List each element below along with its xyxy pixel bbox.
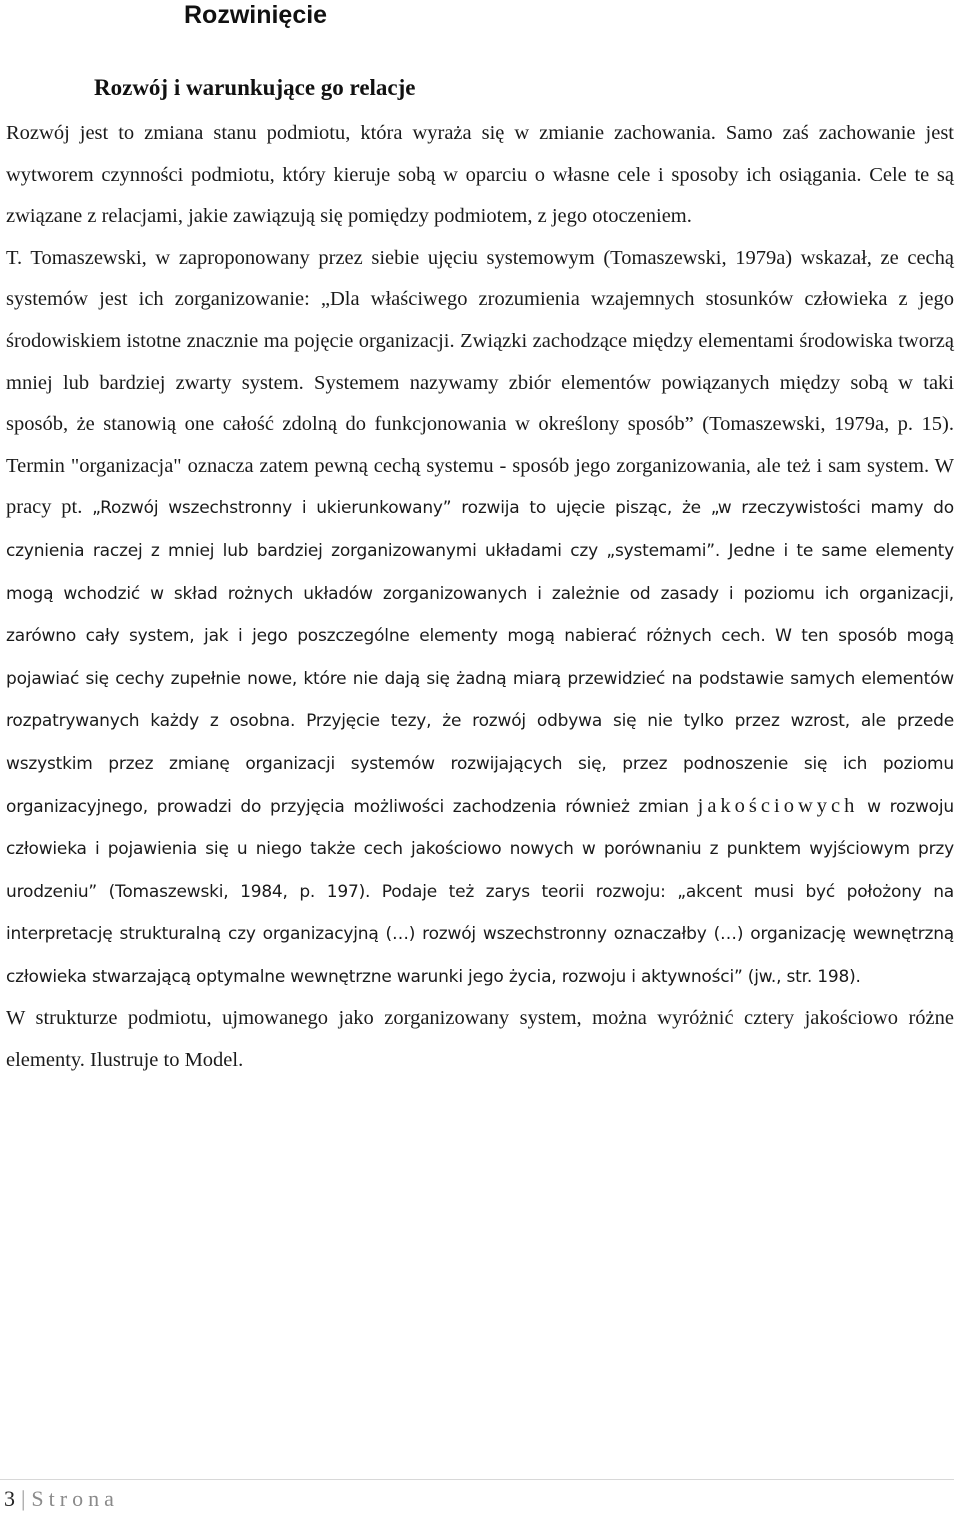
footer-divider — [0, 1479, 954, 1480]
paragraph-2 — [6, 238, 954, 999]
paragraph-1: Rozwój jest to zmiana stanu podmiotu, która wyraża się w zmianie zachowania. Samo zaś zachowanie jest wytworem czynności podmiotu, który kieruje sobą w oparciu o własne cele i sposoby ich osiągania. Cele te są związane z relacjami, jakie zawiązują się pomiędzy podmiotem, z jego otoczeniem. — [6, 122, 954, 228]
paragraph-2-part-2: „Rozwój wszechstronny i ukierunkowany” rozwija to ujęcie pisząc, że „w rzeczywistości mamy do czynienia raczej z mniej lub bardziej zorganizowanymi układami czy „systemami”. Jedne i te same elementy mogą wchodzić w skład rożnych układów zorganizowanych i zależnie od zasady i poziomu ich organizacji, zarówno cały system, jak i jego poszczególne elementy mogą nabierać różnych cech. W ten sposób mogą pojawiać się cechy zupełnie nowe, które nie dają się żadną miarą przewidzieć na podstawie samych elementów rozpatrywanych każdy z osobna. Przyjęcie tezy, że rozwój odbywa się nie tylko przez wzrost, ale przede wszystkim przez zmianę organizacji systemów rozwijających się, przez podnoszenie się ich poziomu organizacyjnego, prowadzi do przyjęcia możliwości zachodzenia również zmian — [6, 498, 954, 817]
paragraph-2-part-3: w rozwoju człowieka i pojawienia się u niego także cech jakościowo nowych w porównaniu z punktem wyjściowym przy urodzeniu” (Tomaszewski, 1984, p. 197). Podaje też zarys teorii rozwoju: „akcent musi być położony na interpretację strukturalną czy organizacyjną (…) rozwój wszechstronny oznaczałby (…) organizację wewnętrzną człowieka stwarzającą optymalne wewnętrzne warunki jego życia, rozwoju i aktywności” (jw., str. 198). — [6, 796, 954, 987]
footer-separator: | — [21, 1486, 26, 1511]
body-text — [6, 113, 954, 1082]
section-heading: Rozwinięcie — [184, 1, 328, 29]
paragraph-2-part-1: T. Tomaszewski, w zaproponowany przez siebie ujęciu systemowym (Tomaszewski, 1979a) wskazał, ze cechą systemów jest ich zorganizowanie: „Dla właściwego zrozumienia wzajemnych stosunków człowieka z jego środowiskiem istotne znacznie ma pojęcie organizacji. Związki zachodzące między elementami środowiska tworzą mniej lub bardziej zwarty system. Systemem nazywamy zbiór elementów powiązanych między sobą w taki sposób, że stanowią one całość zdolną do funkcjonowania w określony sposób” (Tomaszewski, 1979a, p. 15). Termin "organizacja" oznacza zatem pewną cechą systemu - sposób jego zorganizowania, ale też i sam system. W pracy pt. — [6, 246, 954, 519]
page-footer — [4, 1484, 119, 1514]
subsection-heading: Rozwój i warunkujące go relacje — [94, 75, 416, 100]
page-number: 3 — [4, 1486, 15, 1511]
paragraph-2-spaced-word: jakościowych — [697, 794, 859, 817]
footer-label: Strona — [31, 1486, 119, 1511]
paragraph-3: W strukturze podmiotu, ujmowanego jako zorganizowany system, można wyróżnić cztery jakościowo różne elementy. Ilustruje to Model. — [6, 1007, 954, 1072]
